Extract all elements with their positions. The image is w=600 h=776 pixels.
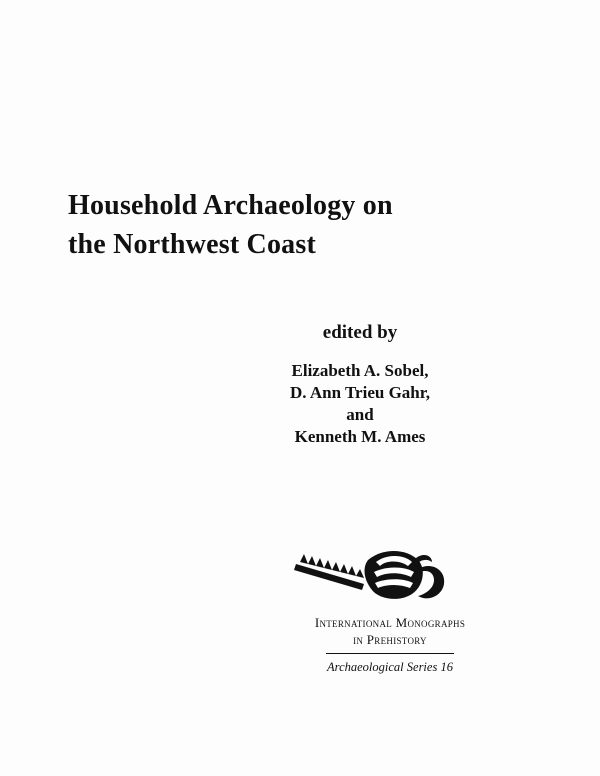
book-title [68,186,508,264]
publisher-imprint [290,540,490,675]
book-title-line-1: Household Archaeology on [68,190,393,221]
imprint-divider [326,653,454,654]
imprint-line-1: International Monographs [314,615,466,630]
editors-block [200,320,520,448]
editor-name-3: Kenneth M. Ames [294,427,426,446]
edited-by-label: edited by [322,322,398,343]
series-line: Archaeological Series 16 [327,660,453,674]
harpoon-and-basket-logo-icon [290,540,490,608]
book-title-line-2: the Northwest Coast [68,229,316,260]
editor-name-2: D. Ann Trieu Gahr, [290,383,430,402]
imprint-line-2: in Prehistory [353,632,427,647]
editor-name-1: Elizabeth A. Sobel, [291,361,429,380]
editors-conjunction: and [346,405,374,424]
